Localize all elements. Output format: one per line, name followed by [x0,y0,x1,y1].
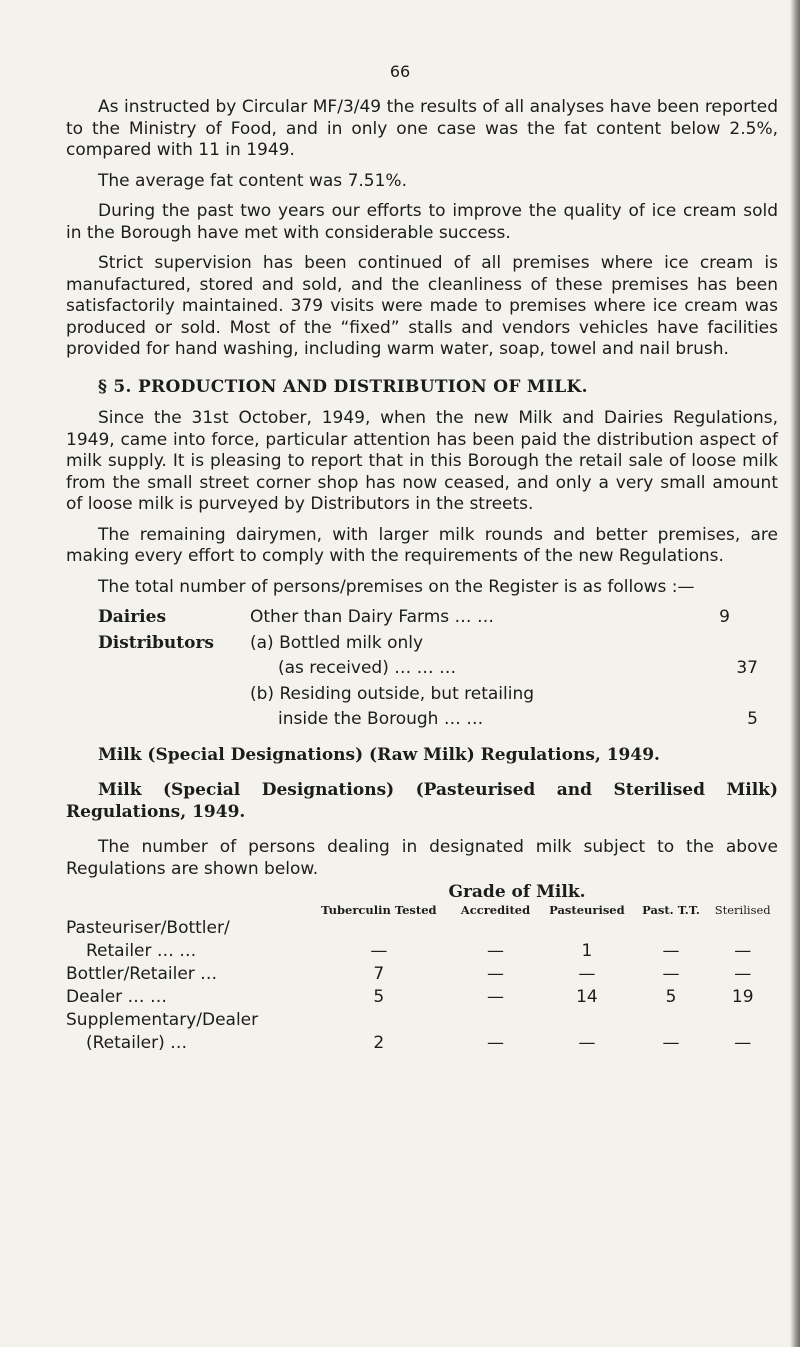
register-row-dairies [66,607,778,629]
paragraph-register-intro: The total number of persons/premises on the Register is as follows :— [98,576,695,597]
table-row [66,1009,778,1032]
row-label: Bottler/Retailer … [66,964,218,984]
row-label-line1: Pasteuriser/Bottler/ [66,918,230,938]
register-row-distributors-a2 [66,658,778,680]
cell-value: — [578,964,596,984]
distributors-a-line2: (as received) … … … [278,658,457,678]
register-row-distributors-b2 [66,709,778,731]
table-row [66,917,778,940]
table-row [66,986,778,1009]
page-edge-shadow [790,0,800,1347]
cell-value: — [734,941,752,961]
register-row-distributors-b [66,684,778,706]
dairies-count: 9 [719,607,730,627]
distributors-label: Distributors [98,632,215,653]
distributors-a-count: 37 [736,658,758,678]
grade-table-header [66,904,778,917]
distributors-b-line2: inside the Borough … … [278,709,484,729]
register-list [66,607,778,731]
cell-value: 14 [576,987,598,1007]
cell-value: 1 [581,941,593,961]
paragraph-regulations: Since the 31st October, 1949, when the new Milk and Dairies Regulations, 1949, came into force, particular attention has been paid the distribution aspect of milk supply. It is pleasing to report that in this Borough the retail sale of loose milk from the small street corner shop has now ceased, and only a very small amount of loose milk is purveyed by Distributors in the streets. [66,408,778,514]
paragraph-fat-content: The average fat content was 7.51%. [98,170,407,191]
paragraph-table-intro: The number of persons dealing in designated milk subject to the above Regulations are shown below. [66,837,778,879]
row-label: Retailer … … [86,941,197,961]
paragraph-analyses: As instructed by Circular MF/3/49 the results of all analyses have been reported to the Ministry of Food, and in only one case was the fat content below 2.5%, compared with 11 in 1949. [66,97,778,160]
table-row [66,940,778,963]
dairies-label: Dairies [98,607,167,627]
document-body [66,97,778,1055]
grade-title: Grade of Milk. [448,882,586,902]
table-row [66,963,778,986]
row-label: (Retailer) … [86,1033,188,1053]
distributors-b-count: 5 [747,709,758,729]
register-row-distributors-a [66,633,778,655]
col-tuberculin: Tuberculin Tested [321,902,437,917]
cell-value: — [486,987,504,1007]
cell-value: 2 [373,1033,385,1053]
cell-value: 5 [373,987,385,1007]
page-number: 66 [389,62,411,81]
col-accredited: Accredited [460,902,531,917]
cell-value: — [486,1033,504,1053]
dairies-description: Other than Dairy Farms … … [250,607,494,627]
cell-value: 19 [731,987,754,1007]
cell-value: — [370,941,388,961]
cell-value: — [578,1033,596,1053]
cell-value: — [662,941,680,961]
col-past-tt: Past. T.T. [642,902,700,917]
row-label-line1: Supplementary/Dealer [66,1010,259,1030]
paragraph-dairymen: The remaining dairymen, with larger milk rounds and better premises, are making every effort to comply with the requirements of the new Regulations. [66,524,778,566]
distributors-a-line1: (a) Bottled milk only [250,632,424,653]
cell-value: — [486,964,504,984]
section-heading: § 5. PRODUCTION AND DISTRIBUTION OF MILK. [98,376,588,397]
paragraph-quality: During the past two years our efforts to improve the quality of ice cream sold in the Borough have met with considerable success. [66,201,778,243]
cell-value: — [662,964,680,984]
subheading-pasteurised-milk: Milk (Special Designations) (Pasteurised and Sterilised Milk) Regulations, 1949. [66,780,778,822]
cell-value: 7 [373,964,385,984]
cell-value: — [486,941,504,961]
subheading-raw-milk: Milk (Special Designations) (Raw Milk) Regulations, 1949. [98,744,660,765]
grade-table [66,904,778,1055]
distributors-b-line1: (b) Residing outside, but retailing [250,683,535,704]
cell-value: — [662,1033,680,1053]
col-pasteurised: Pasteurised [549,902,625,917]
col-sterilised: Sterilised [714,902,771,917]
paragraph-supervision: Strict supervision has been continued of all premises where ice cream is manufactured, stored and sold, and the cleanliness of these premises has been satisfactorily maintained. 379 visits were made to premises where ice cream was produced or sold. Most of the “fixed” stalls and vendors vehicles have facilities provided for hand washing, including warm water, soap, towel and nail brush. [66,253,778,359]
cell-value: 5 [665,987,677,1007]
table-row [66,1032,778,1055]
row-label: Dealer … … [66,987,167,1007]
cell-value: — [734,1033,752,1053]
cell-value: — [734,964,752,984]
